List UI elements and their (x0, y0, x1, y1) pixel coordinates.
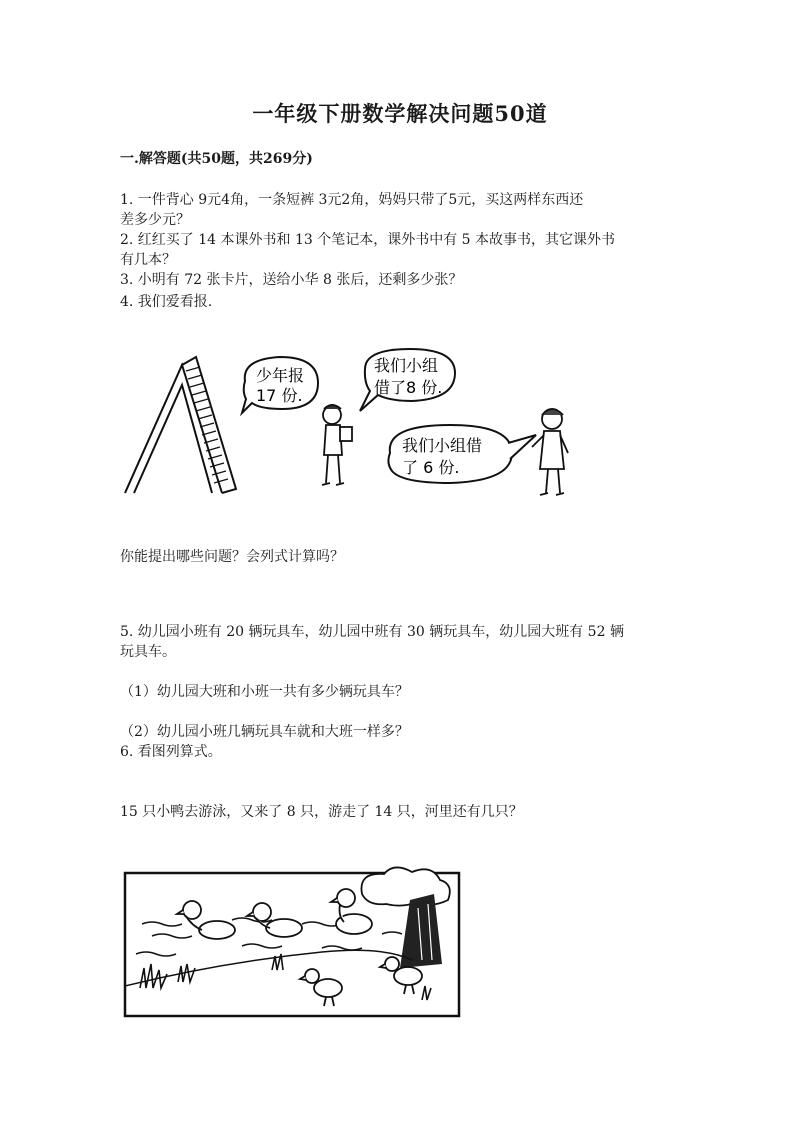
girl-figure (322, 405, 352, 485)
bubble-3-line-1: 我们小组借 (402, 436, 483, 455)
question-5-line-1: 5. 幼儿园小班有 20 辆玩具车，幼儿园中班有 30 辆玩具车，幼儿园大班有 52 辆 (120, 624, 624, 640)
page-title: 一年级下册数学解决问题50道 (252, 101, 548, 126)
question-4: 4. 我们爱看报. (120, 294, 213, 310)
bubble-3-line-2: 了 6 份. (402, 458, 460, 477)
section-heading: 一.解答题(共50题，共269分) (120, 151, 313, 167)
bubble-1-line-1: 少年报 (256, 366, 305, 385)
bubble-1-line-2: 17 份. (256, 386, 303, 405)
question-4-prompt: 你能提出哪些问题？会列式计算吗？ (120, 549, 344, 565)
ducks-illustration (122, 864, 462, 1020)
question-2-line-2: 有几本？ (120, 252, 176, 268)
question-5-sub-2: （2）幼儿园小班几辆玩具车就和大班一样多？ (120, 724, 409, 740)
question-1-line-1: 1. 一件背心 9元4角，一条短裤 3元2角，妈妈只带了5元，买这两样东西还 (120, 192, 584, 208)
question-6: 6. 看图列算式。 (120, 744, 222, 760)
question-5-line-2: 玩具车。 (120, 644, 176, 660)
newspaper-illustration (120, 343, 580, 503)
newspaper-rack-drawing (125, 357, 236, 493)
question-5-sub-1: （1）幼儿园大班和小班一共有多少辆玩具车？ (120, 684, 409, 700)
question-6-prompt: 15 只小鸭去游泳，又来了 8 只，游走了 14 只，河里还有几只？ (120, 804, 523, 820)
boy-figure (532, 409, 568, 495)
question-1-line-2: 差多少元？ (120, 212, 190, 228)
bubble-2-line-1: 我们小组 (374, 356, 439, 375)
bubble-2-line-2: 借了8 份. (374, 378, 443, 397)
question-2-line-1: 2. 红红买了 14 本课外书和 13 个笔记本，课外书中有 5 本故事书，其它课外书 (120, 232, 616, 248)
question-3: 3. 小明有 72 张卡片，送给小华 8 张后，还剩多少张？ (120, 272, 463, 288)
